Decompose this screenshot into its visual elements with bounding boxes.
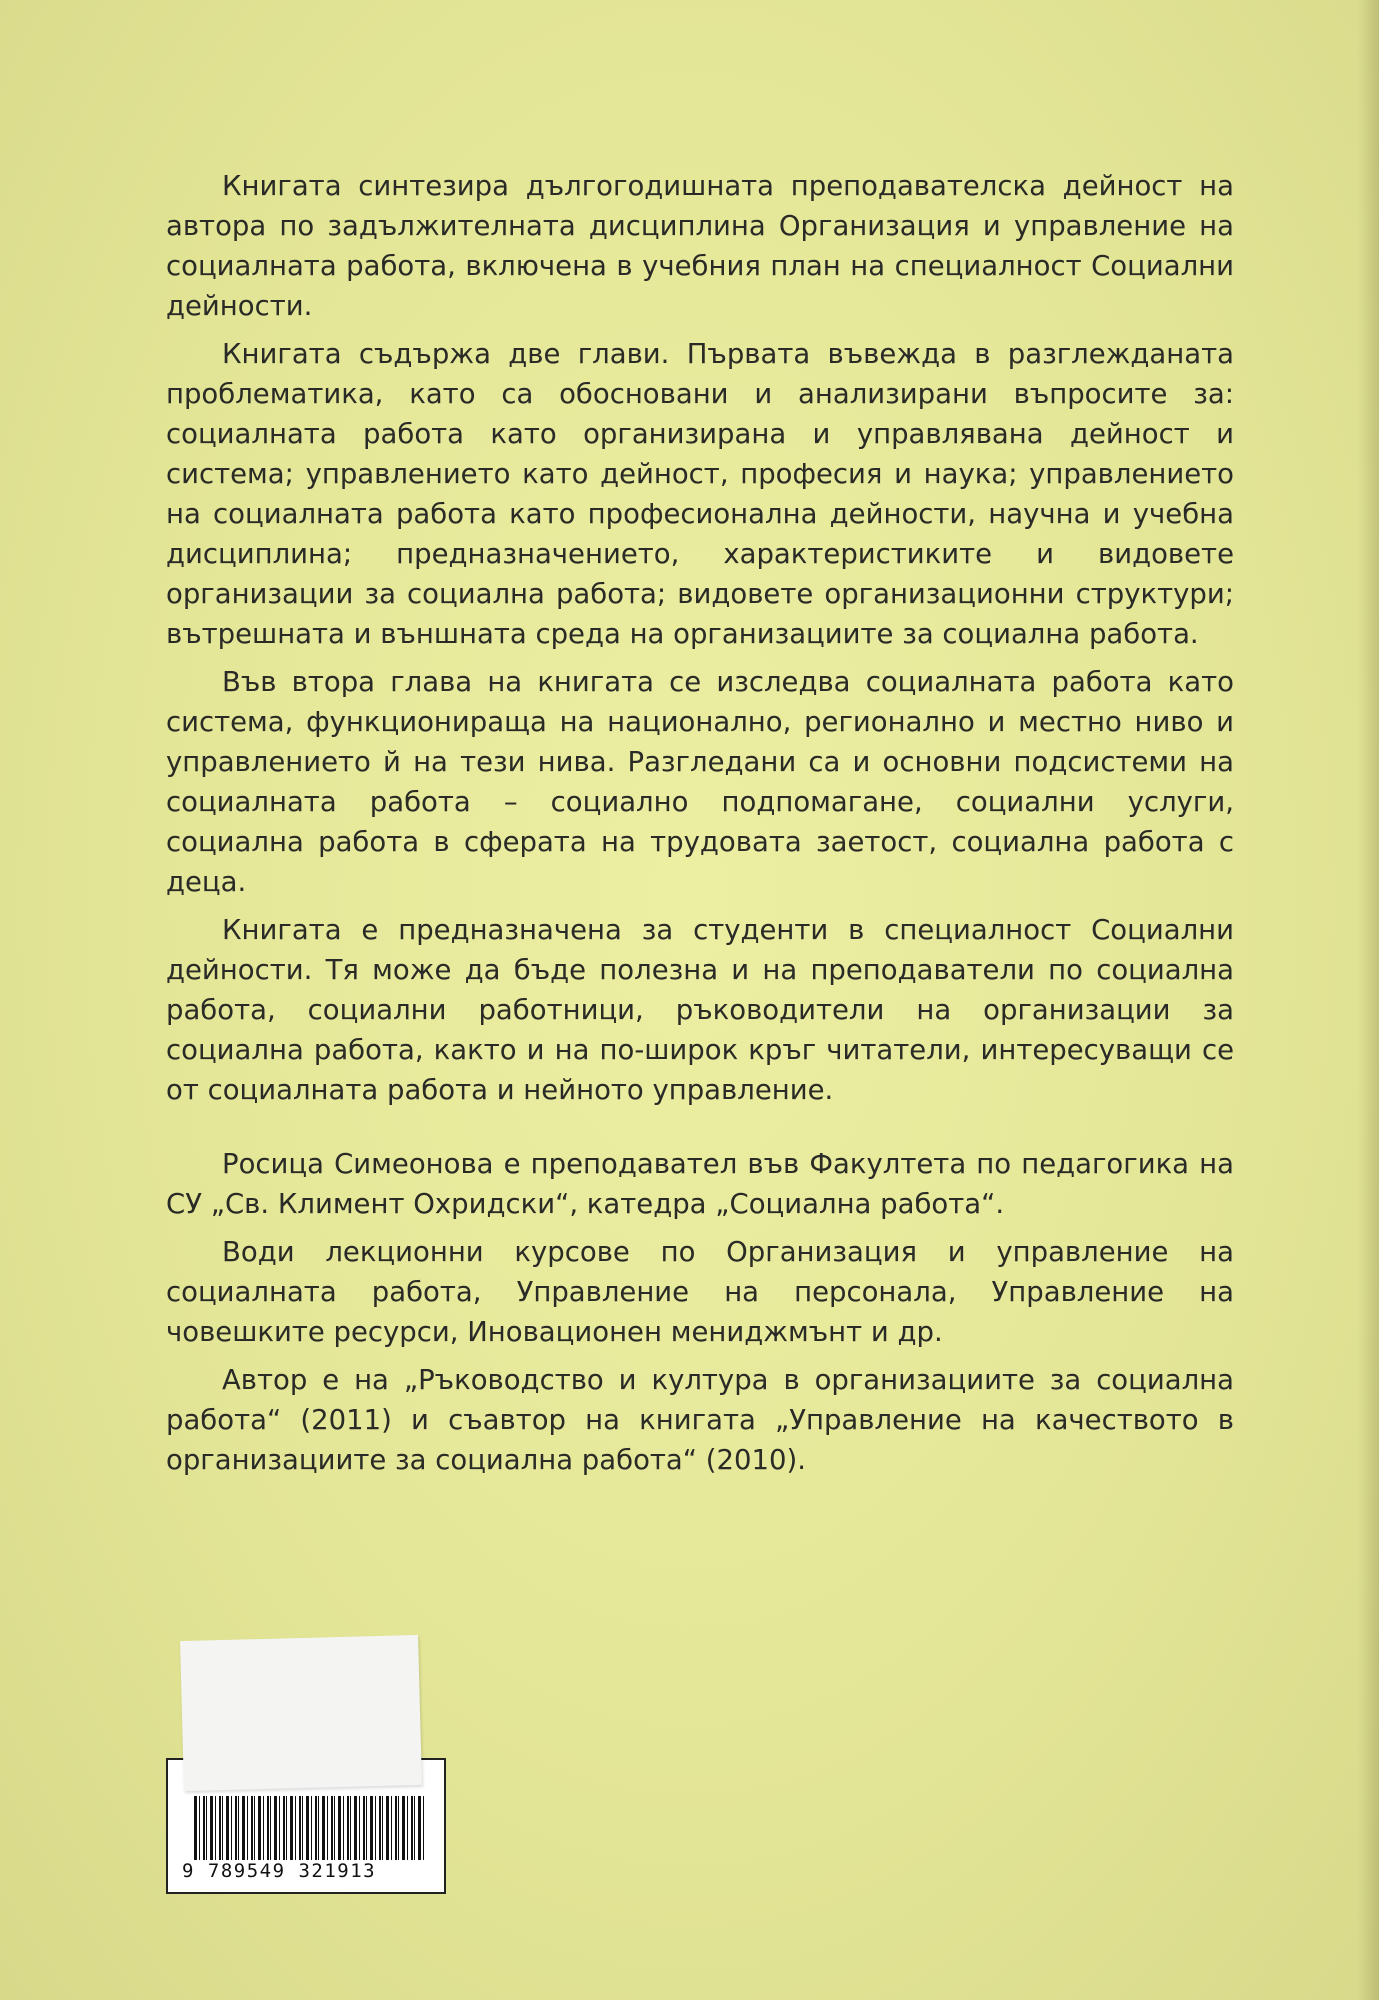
book-description xyxy=(166,166,1234,1118)
description-paragraph: Книгата съдържа две глави. Първата въвежда в разглежданата проблематика, като са обосновани и анализирани въпросите за: социалната работа като организирана и управлявана дейност и система; управлението като дейност, професия и наука; управлението на социалната работа като професионална дейности, научна и учебна дисциплина; предназначението, характеристиките и видовете организации за социална работа; видовете организационни структури; вътрешната и външната среда на организациите за социална работа. xyxy=(166,338,1234,650)
description-paragraph: Книгата е предназначена за студенти в специалност Социални дейности. Тя може да бъде полезна и на преподаватели по социална работа, социални работници, ръководители на организации за социална работа, както и на по-широк кръг читатели, интересуващи се от социалната работа и нейното управление. xyxy=(166,914,1234,1106)
author-bio-paragraph: Росица Симеонова е преподавател във Факултета по педагогика на СУ „Св. Климент Охридски“, катедра „Социална работа“. xyxy=(166,1148,1234,1220)
author-bio-paragraph: Автор е на „Ръководство и култура в организациите за социална работа“ (2011) и съавтор на книгата „Управление на качеството в организациите за социална работа“ (2010). xyxy=(166,1364,1234,1476)
isbn-number: 9 789549 321913 xyxy=(182,1860,377,1882)
cover-edge-shadow xyxy=(1357,0,1379,2000)
description-paragraph: Във втора глава на книгата се изследва социалната работа като система, функционираща на национално, регионално и местно ниво и управлението й на тези нива. Разгледани са и основни подсистеми на социалната работа – социално подпомагане, социални услуги, социална работа в сферата на трудовата заетост, социална работа с деца. xyxy=(166,666,1234,898)
author-bio xyxy=(166,1144,1234,1488)
description-paragraph: Книгата синтезира дългогодишната преподавателска дейност на автора по задължителната дисциплина Организация и управление на социалната работа, включена в учебния план на специалност Социални дейности. xyxy=(166,170,1234,322)
price-sticker xyxy=(180,1635,422,1791)
barcode-bars xyxy=(194,1796,424,1860)
author-bio-paragraph: Води лекционни курсове по Организация и управление на социалната работа, Управление на персонала, Управление на човешките ресурси, Иновационен мениджмънт и др. xyxy=(166,1236,1234,1348)
